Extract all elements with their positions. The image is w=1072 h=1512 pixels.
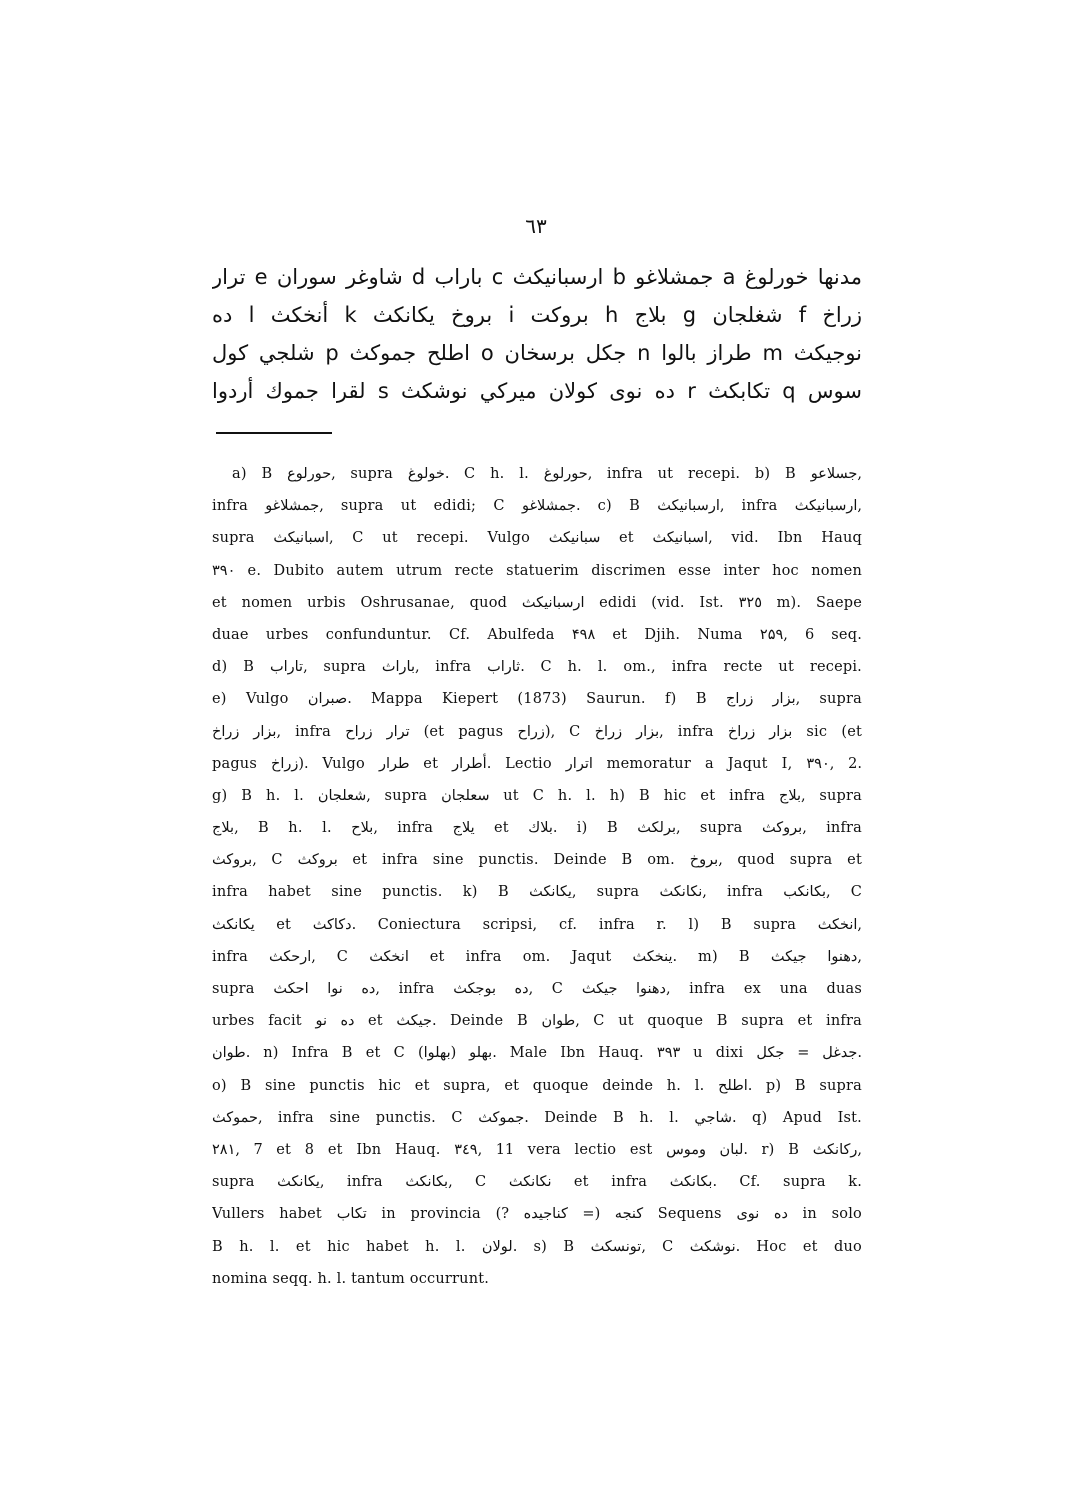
footnote-line: supra ده نوا احكث, infra ده بوجكث, C دهنوا جيكث, infra ex una duas [212, 981, 862, 997]
footnote-line: o) B sine punctis hic et supra, et quoque deinde h. l. اطلح. p) B supra [212, 1077, 862, 1094]
page-number: ٦٣ [525, 214, 547, 238]
footnote-line: بروكث, C بروكث et infra sine punctis. Deinde B om. بروخ, quod supra et [212, 852, 862, 869]
footnote-line: ۲۸۱, 7 et 8 et Ibn Hauq. ٣٤٩, 11 vera lectio est لبان وموس. r) B ركانكث, [212, 1141, 862, 1158]
footnote-line: duae urbes confunduntur. Cf. Abulfeda ۴۹۸ et Djih. Numa ۲۵۹, 6 seq. [212, 626, 862, 643]
footnote-line: e) Vulgo صبران. Mappa Kiepert (1873) Saurun. f) B بزار زراج, supra [212, 691, 862, 708]
footnote-line: supra اسبانيكث, C ut recepi. Vulgo سبانيكث et اسبانيكث, vid. Ibn Hauq [212, 530, 862, 547]
footnote-divider [216, 432, 332, 434]
arabic-line: زراخ f شغلجان g بلاج h بروكت i بروخ يكانكث k أنخكث l ده [212, 303, 862, 327]
footnote-line: pagus زراخ). Vulgo طرار et أطرار. Lectio اترار memoratur a Jaqut I, ٣٩٠, 2. [212, 755, 862, 772]
footnote-line: ٣٩٠ e. Dubito autem utrum recte statuerim discrimen esse inter hoc nomen [212, 562, 862, 579]
footnote-line: nomina seqq. h. l. tantum occurrunt. [212, 1270, 490, 1287]
footnote-line: urbes facit ده نو et جيكث. Deinde B طوان, C ut quoque B supra et infra [212, 1013, 862, 1030]
footnote-line: بلاج, B h. l. بلاح, infra يلاج et بلاك. i) B برلكث, supra بروكث, infra [212, 820, 862, 837]
footnote-line: يكانكث et دكاكث. Coniectura scripsi, cf. infra r. l) B supra انخكث, [212, 916, 862, 933]
footnote-line: infra جمشلاغو, supra ut edidi; C جمشلاغو. c) B ارسبانيكث, infra ارسبانيكث, [212, 498, 862, 515]
footnote-line: حموكث, infra sine punctis. C جموكث. Deinde B h. l. شاجي. q) Apud Ist. [212, 1109, 862, 1126]
arabic-line: مدنها خورلوغ a جمشلاغو b ارسبانيكث c باراب d شاوغر سوران e ترار [212, 265, 862, 289]
footnote-line: g) B h. l. شعلجان, supra سعلجان ut C h. l. h) B hic et infra بلاج, supra [212, 787, 862, 804]
footnote-line: d) B تاراب, supra باراث, infra ثاراب. C h. l. om., infra recte ut recepi. [212, 659, 862, 676]
footnote-line: Vullers habet تكاب in provincia كنجه (= كناجيده ?) Sequens ده نوى in solo [212, 1206, 862, 1223]
footnotes [212, 458, 862, 1295]
arabic-line: سوس q تكابكث r ده نوى كولان ميركي نوشكث s لقرا جموك أردوا [212, 379, 862, 403]
footnote-line: infra habet sine punctis. k) B يكانكث, supra نكانكث, infra بكانكب, C [212, 884, 862, 901]
footnote-line: supra يكانكث, infra بكانكث, C نكانكث et infra بكانكث. Cf. supra k. [212, 1174, 862, 1191]
footnote-line: B h. l. et hic habet h. l. لولان. s) B تونسكث, C نوشكث. Hoc et duo [212, 1238, 862, 1255]
footnote-line: a) B حورلوع, supra خولوغ. C h. l. حورلوغ, infra ut recepi. b) B جسلاعو, [232, 466, 862, 482]
arabic-line: نوجيكث m طراز بالوا n جكل برسخان o اطلح جموكث p شلجي كول [212, 341, 862, 365]
arabic-text-block [212, 258, 862, 410]
footnote-line: طوان. n) Infra B et C بهلو (بهلوا). Male Ibn Hauq. ٣٩٣ u dixi جدغل = جكل. [212, 1045, 862, 1062]
footnote-line: et nomen urbis Oshrusanae, quod ارسبانيكث edidi (vid. Ist. ٣٢٥ m). Saepe [212, 594, 862, 611]
footnote-line: infra ارحكث, C انخكث et infra om. Jaqut ينخكث. m) B دهنوا جيكث, [212, 948, 862, 965]
footnote-line: بزار زراخ, infra ترار زراح (et pagus زراح), C بزار زراخ, infra بزار زراخ sic (et [212, 723, 862, 740]
